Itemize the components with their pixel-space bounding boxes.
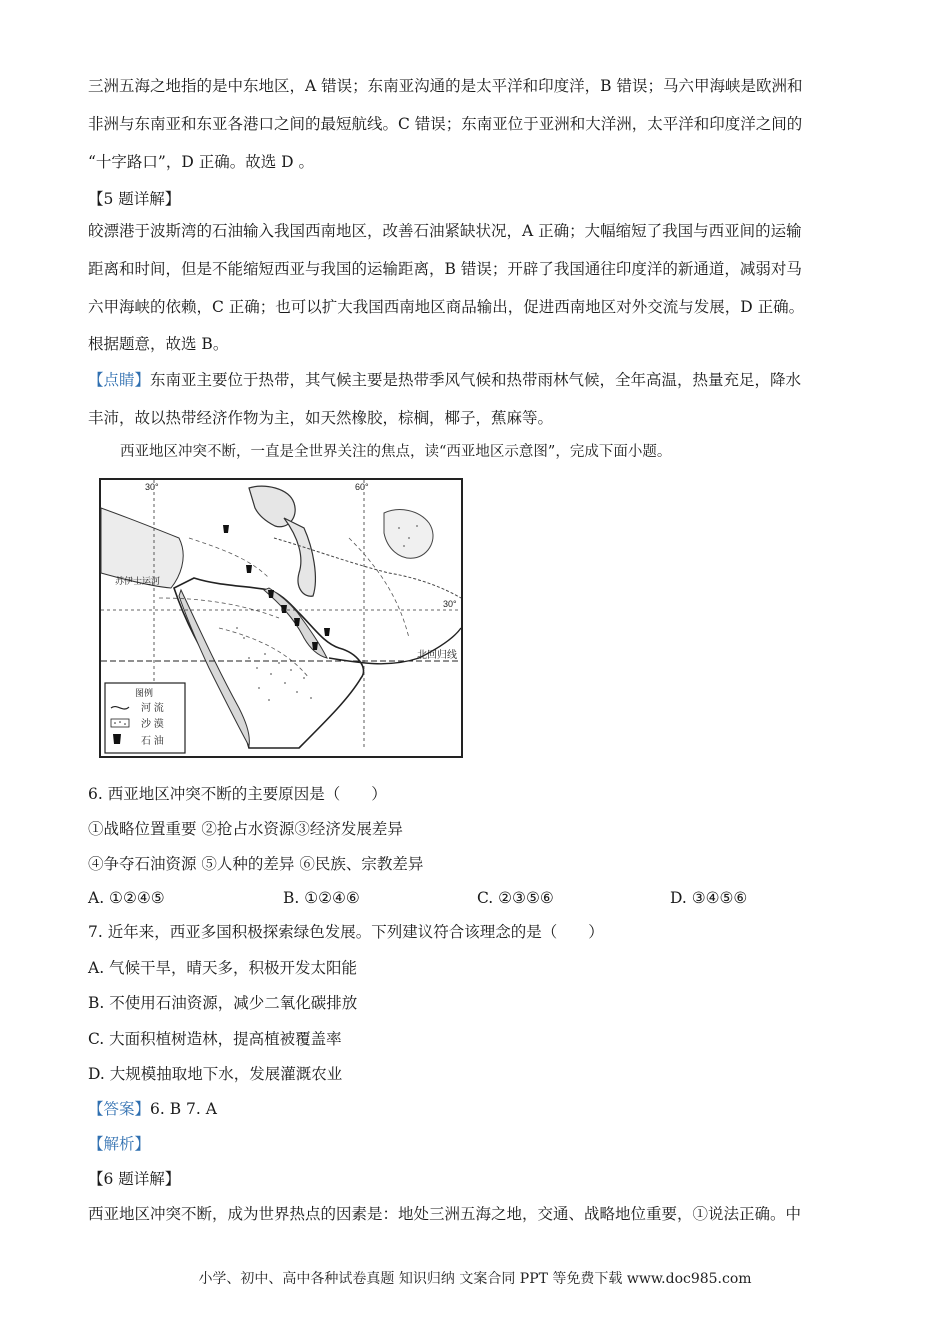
q6-option-a: A. ①②④⑤: [88, 889, 165, 907]
lat-label-30: 30°: [443, 599, 457, 609]
q7-option-a: A. 气候干旱，晴天多，积极开发太阳能: [88, 959, 358, 977]
q6-option-b: B. ①②④⑥: [283, 889, 360, 907]
text-line: 六甲海峡的依赖，C 正确；也可以扩大我国西南地区商品输出，促进西南地区对外交流与发展，D 正确。: [88, 298, 805, 316]
oil-icon: [113, 734, 121, 744]
legend-river: 河 流: [141, 703, 164, 714]
q7-option-b: B. 不使用石油资源，减少二氧化碳排放: [88, 994, 358, 1012]
question-6-line: ④争夺石油资源 ⑤人种的差异 ⑥民族、宗教差异: [88, 855, 424, 873]
text-line: 三洲五海之地指的是中东地区，A 错误；东南亚沟通的是太平洋和印度洋，B 错误；马六甲海峡是欧洲和: [88, 77, 803, 95]
legend-desert: 沙 漠: [141, 719, 164, 730]
section-heading: 【6 题详解】: [88, 1170, 181, 1188]
text-line: 非洲与东南亚和东亚各港口之间的最短航线。C 错误；东南亚位于亚洲和大洋洲，太平洋和印度洋之间的: [88, 115, 803, 133]
question-6-stem: 6. 西亚地区冲突不断的主要原因是（ ）: [88, 785, 387, 803]
answer-tag: 【答案】: [88, 1100, 151, 1118]
q7-option-c: C. 大面积植树造林，提高植被覆盖率: [88, 1030, 342, 1048]
question-intro: 西亚地区冲突不断，一直是全世界关注的焦点，读“西亚地区示意图”，完成下面小题。: [120, 444, 672, 460]
text-line: 根据题意，故选 B。: [88, 335, 229, 353]
legend-title: 图例: [135, 688, 154, 698]
analysis-tag: 【解析】: [88, 1135, 151, 1153]
question-6-line: ①战略位置重要 ②抢占水资源③经济发展差异: [88, 820, 403, 838]
tropic-label: 北回归线: [417, 650, 457, 661]
q6-option-c: C. ②③⑤⑥: [477, 889, 554, 907]
lon-label-30: 30°: [145, 482, 159, 492]
text-line: 西亚地区冲突不断，成为世界热点的因素是：地处三洲五海之地，交通、战略地位重要，①说法正确。中: [88, 1205, 802, 1223]
text-line: “十字路口”，D 正确。故选 D 。: [88, 153, 314, 171]
page-footer: 小学、初中、高中各种试卷真题 知识归纳 文案合同 PPT 等免费下载 www.doc985.com: [198, 1271, 752, 1287]
dianjing-text: 东南亚主要位于热带，其气候主要是热带季风气候和热带雨林气候，全年高温，热量充足，降水: [150, 371, 802, 389]
answer-line: [88, 1099, 217, 1119]
question-7-stem: 7. 近年来，西亚多国积极探索绿色发展。下列建议符合该理念的是（ ）: [88, 923, 604, 941]
text-line: 皎漂港于波斯湾的石油输入我国西南地区，改善石油紧缺状况，A 正确；大幅缩短了我国与西亚间的运输: [88, 222, 802, 240]
answer-text: 6. B 7. A: [150, 1100, 217, 1118]
map-legend: [105, 683, 185, 753]
section-heading: 【5 题详解】: [88, 190, 181, 208]
text-line: 丰沛，故以热带经济作物为主，如天然橡胶，棕榈，椰子，蕉麻等。: [88, 409, 554, 427]
q6-option-d: D. ③④⑤⑥: [670, 889, 748, 907]
text-line: 距离和时间，但是不能缩短西亚与我国的运输距离，B 错误；开辟了我国通往印度洋的新通道，减弱对马: [88, 260, 802, 278]
text-line: [88, 370, 801, 390]
canal-label: 苏伊士运河: [115, 576, 161, 586]
west-asia-map: [99, 478, 463, 758]
lon-label-60: 60°: [355, 482, 369, 492]
dianjing-tag: 【点睛】: [88, 371, 151, 389]
legend-oil: 石 油: [141, 736, 164, 747]
q7-option-d: D. 大规模抽取地下水，发展灌溉农业: [88, 1065, 343, 1083]
